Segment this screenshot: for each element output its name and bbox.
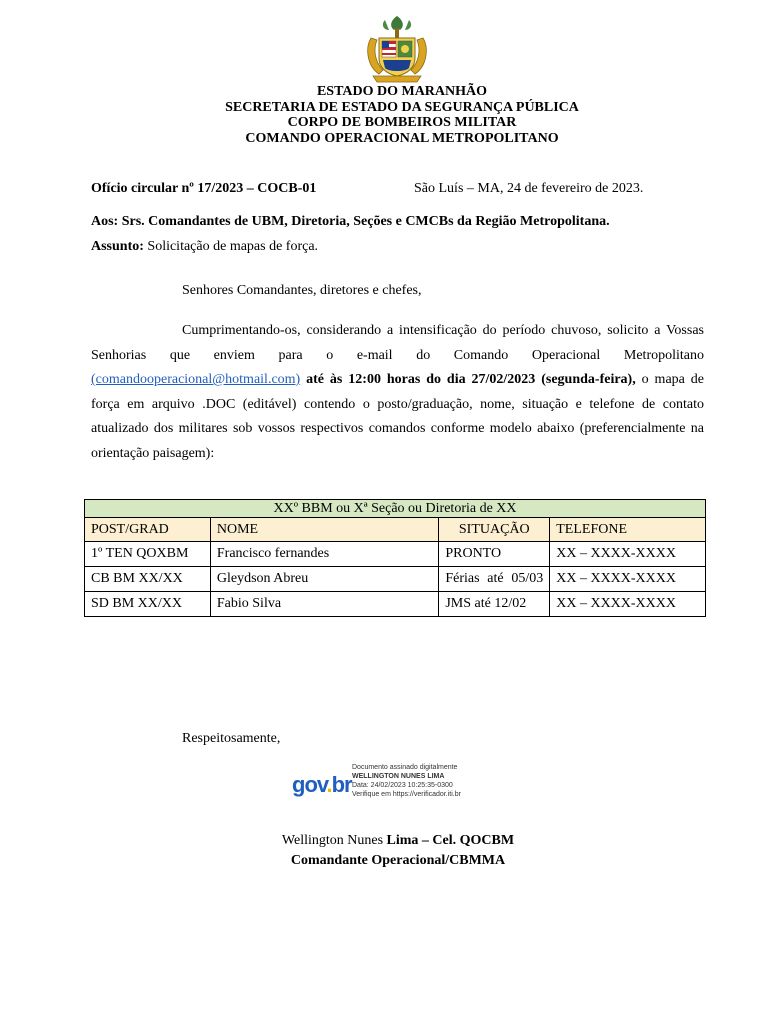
table-cell: XX – XXXX-XXXX — [550, 592, 706, 617]
table-caption-row — [85, 500, 706, 518]
header-state: ESTADO DO MARANHÃO — [316, 84, 488, 99]
signer-name — [0, 833, 768, 849]
deadline-text: até às 12:00 horas do dia 27/02/2023 (segunda-feira), — [300, 372, 636, 387]
subject-label: Assunto: — [91, 239, 144, 254]
place-date: São Luís – MA, 24 de fevereiro de 2023. — [414, 181, 644, 196]
govbr-logo-icon: gov.br — [292, 772, 352, 797]
table-cell: CB BM XX/XX — [85, 567, 211, 592]
salutation: Senhores Comandantes, diretores e chefes, — [182, 283, 422, 298]
digital-signature-stamp — [352, 763, 461, 799]
table-row — [85, 567, 706, 592]
table-cell: Férias até 05/03 — [439, 567, 550, 592]
stamp-verify: Verifique em https://verificador.iti.br — [352, 791, 461, 798]
body-text-2: o mapa de força em arquivo .DOC (editável) contendo o posto/graduação, nome, situação e telefone de contato atualizado dos militares sob vossos respectivos comandos conforme modelo abaixo (preferencialmente na orientação paisagem): — [91, 372, 704, 461]
header-fire-department: CORPO DE BOMBEIROS MILITAR — [287, 115, 517, 130]
column-header: TELEFONE — [550, 518, 706, 542]
signer-name-bold: Lima – Cel. QOCBM — [386, 833, 515, 848]
email-link[interactable]: (comandooperacional@hotmail.com) — [91, 372, 301, 387]
table-cell: Gleydson Abreu — [210, 567, 438, 592]
closing: Respeitosamente, — [182, 731, 281, 746]
table-cell: SD BM XX/XX — [85, 592, 211, 617]
table-row — [85, 592, 706, 617]
table-row — [85, 542, 706, 567]
column-header: POST/GRAD — [85, 518, 211, 542]
stamp-signer: WELLINGTON NUNES LIMA — [352, 773, 445, 780]
table-header-row — [85, 518, 706, 542]
stamp-date: Data: 24/02/2023 10:25:35-0300 — [352, 782, 453, 789]
force-map-table — [84, 499, 706, 617]
table-cell: Francisco fernandes — [210, 542, 438, 567]
header-secretariat: SECRETARIA DE ESTADO DA SEGURANÇA PÚBLICA — [225, 100, 579, 115]
table-cell: XX – XXXX-XXXX — [550, 567, 706, 592]
stamp-line-1: Documento assinado digitalmente — [352, 764, 458, 771]
recipients: Aos: Srs. Comandantes de UBM, Diretoria, Seções e CMCBs da Região Metropolitana. — [91, 214, 610, 229]
table-cell: JMS até 12/02 — [439, 592, 550, 617]
column-header: NOME — [210, 518, 438, 542]
column-header: SITUAÇÃO — [439, 518, 550, 542]
body-text-1: Cumprimentando-os, considerando a intensificação do período chuvoso, solicito a Vossas Senhorias que enviem para o e-mail do Comando Operacional Metropolitano — [91, 323, 704, 363]
body-paragraph — [91, 319, 704, 466]
header-command: COMANDO OPERACIONAL METROPOLITANO — [245, 131, 559, 146]
table-cell: XX – XXXX-XXXX — [550, 542, 706, 567]
table-cell: Fabio Silva — [210, 592, 438, 617]
signer-name-regular: Wellington Nunes — [281, 833, 384, 848]
table-cell: PRONTO — [439, 542, 550, 567]
oficio-number: Ofício circular nº 17/2023 – COCB-01 — [91, 181, 317, 196]
signer-role: Comandante Operacional/CBMMA — [290, 853, 506, 868]
subject — [91, 239, 318, 255]
table-cell: 1º TEN QOXBM — [85, 542, 211, 567]
coat-of-arms-icon — [361, 14, 433, 84]
subject-text: Solicitação de mapas de força. — [147, 239, 319, 254]
table-caption: XXº BBM ou Xª Seção ou Diretoria de XX — [85, 500, 706, 518]
